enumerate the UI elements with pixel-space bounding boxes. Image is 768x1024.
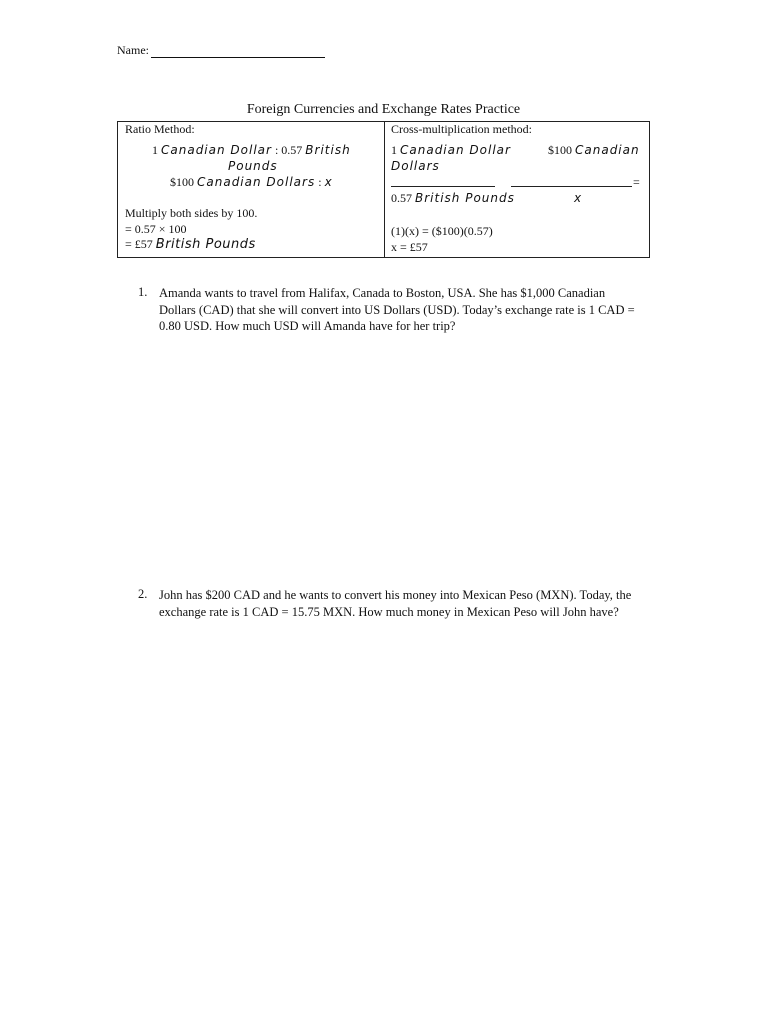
cross-method-heading: Cross-multiplication method: — [391, 122, 532, 136]
ratio-step-note: Multiply both sides by 100. — [125, 206, 258, 220]
question-1-text: Amanda wants to travel from Halifax, Canada to Boston, USA. She has $1,000 Canadian Dollars (CAD) that she will convert into US Dollars (USD). Today’s exchange rate is 1 CAD = 0.80 USD. How much USD will Amanda have for her trip? — [159, 286, 635, 333]
cross-step-1: (1)(x) = ($100)(0.57) — [391, 224, 493, 238]
ratio-step-2-math: British Pounds — [155, 237, 256, 252]
ratio-step-2: = £57 British Pounds — [125, 237, 256, 252]
question-2-number: 2. — [138, 587, 148, 601]
cross-denominator-right: x — [574, 191, 583, 205]
ratio-line-2: $100 Canadian Dollars : x — [170, 175, 333, 189]
ratio-step-1: = 0.57 × 100 — [125, 222, 187, 236]
ratio-line-2-math: Canadian Dollars — [197, 175, 316, 189]
question-2-text: John has $200 CAD and he wants to convert his money into Mexican Peso (MXN). Today, the exchange rate is 1 CAD = 15.75 MXN. How much money in Mexican Peso will John have? — [159, 588, 632, 619]
ratio-line-1-math-b: British — [305, 143, 351, 157]
page-title: Foreign Currencies and Exchange Rates Practice — [246, 102, 521, 117]
cross-numerator-left-wrap: Dollars — [391, 159, 440, 173]
name-blank-line[interactable] — [151, 45, 325, 58]
cross-numerator-left: 1 Canadian Dollar — [391, 143, 511, 157]
cross-numerator-right-math: Canadian — [575, 143, 640, 157]
methods-table — [117, 121, 650, 258]
cross-equals-sign: = — [633, 175, 640, 189]
cross-step-2: x = £57 — [391, 240, 428, 254]
cross-fraction-bar-right — [511, 186, 632, 187]
name-field[interactable] — [117, 43, 325, 58]
cross-denominator-left-math: British Pounds — [415, 191, 515, 205]
ratio-line-1-math-a: Canadian Dollar — [161, 143, 272, 157]
table-column-divider — [384, 122, 385, 257]
cross-numerator-right: $100 Canadian — [548, 143, 640, 157]
ratio-line-1-wrap: Pounds — [228, 159, 278, 173]
name-label: Name: — [117, 43, 149, 57]
question-1-number: 1. — [138, 285, 148, 299]
cross-fraction-bar-left — [391, 186, 495, 187]
ratio-line-2-var: x — [324, 175, 333, 189]
ratio-method-heading: Ratio Method: — [125, 122, 195, 136]
cross-denominator-left: 0.57 British Pounds — [391, 191, 515, 205]
ratio-line-1: 1 Canadian Dollar : 0.57 British — [152, 143, 351, 157]
cross-numerator-left-math: Canadian Dollar — [400, 143, 511, 157]
